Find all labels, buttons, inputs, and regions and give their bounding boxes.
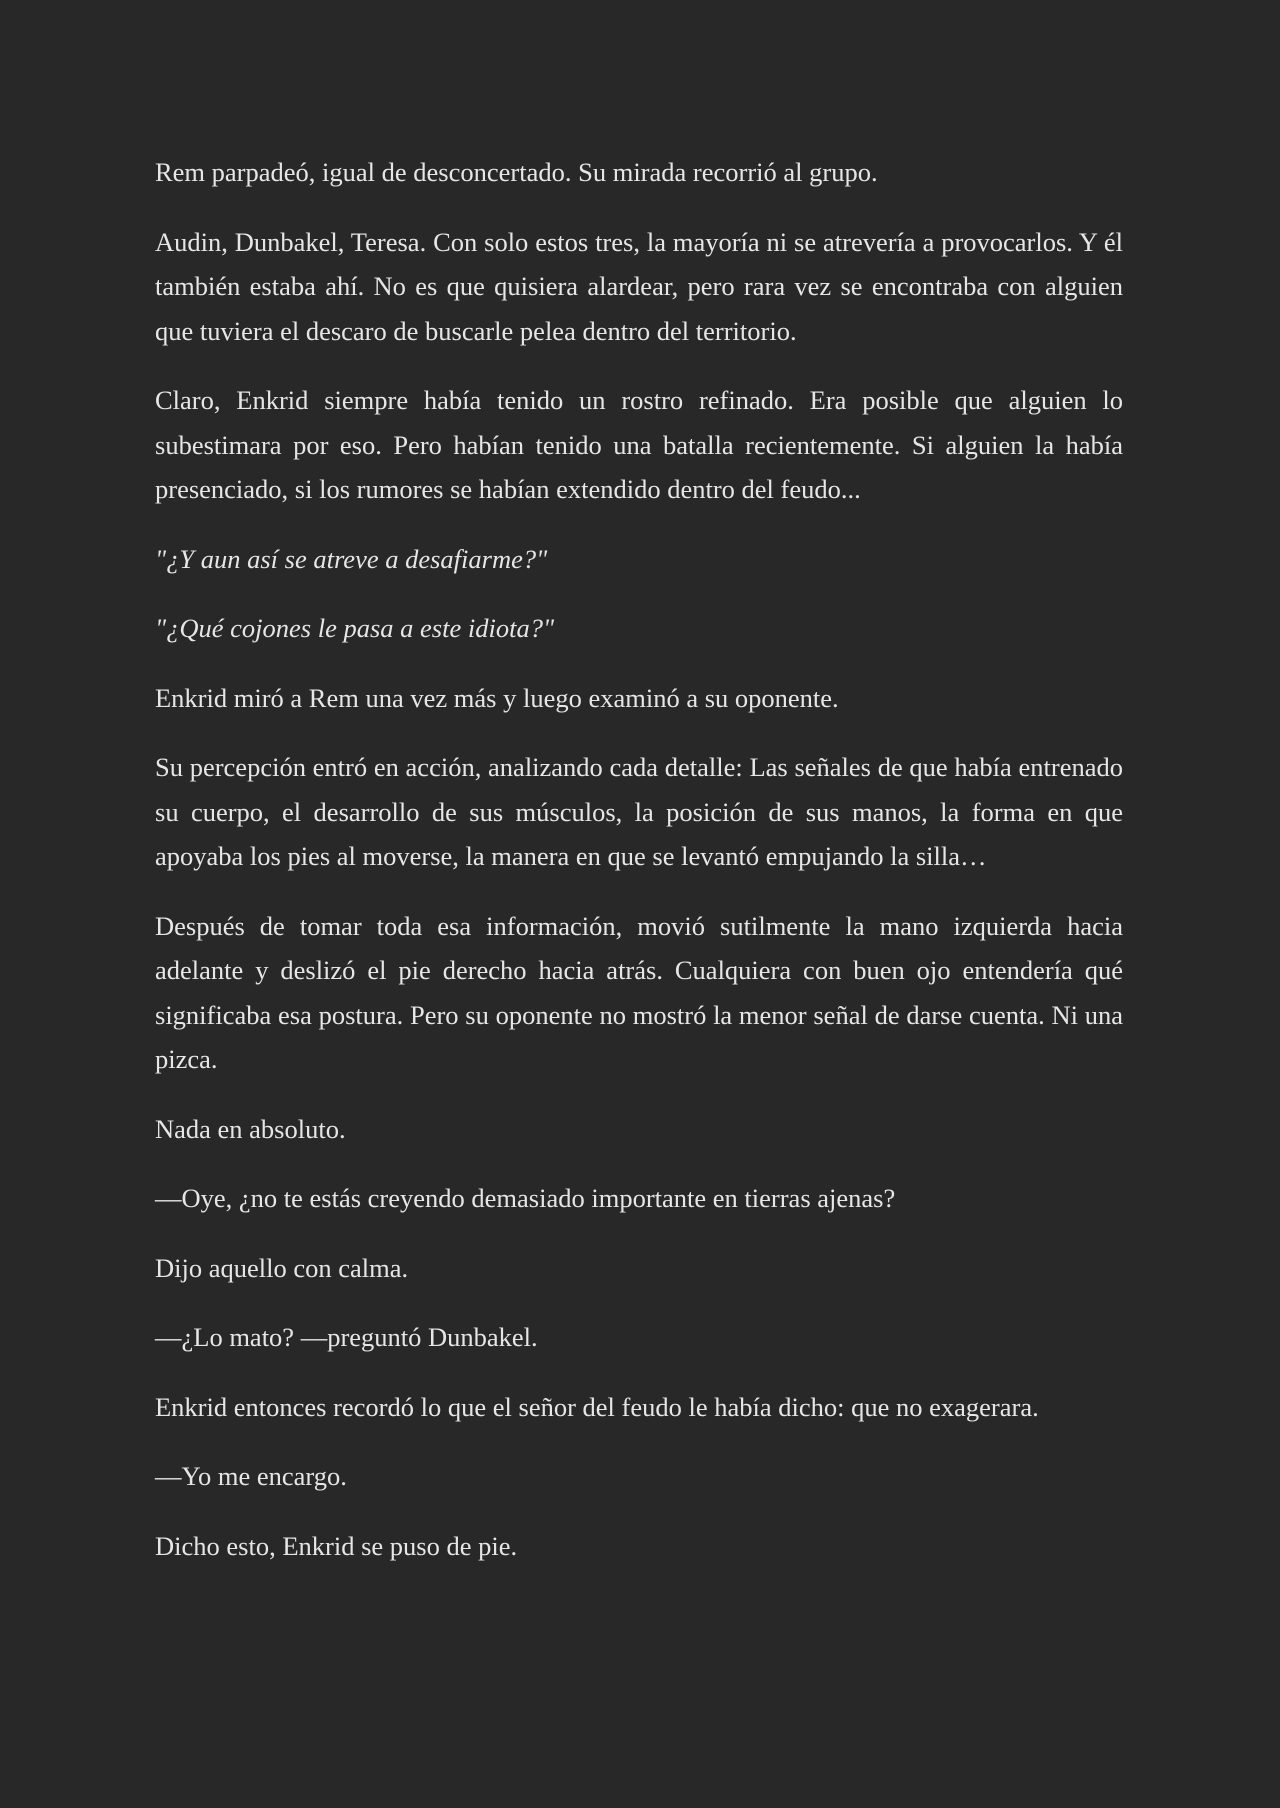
paragraph: Enkrid miró a Rem una vez más y luego examinó a su oponente. [155,682,839,713]
chapter-text [155,150,1123,1593]
dialogue-paragraph: —Yo me encargo. [155,1461,347,1491]
thought-paragraph: "¿Y aun así se atreve a desafiarme?" [155,543,548,574]
paragraph: Audin, Dunbakel, Teresa. Con solo estos tres, la mayoría ni se atrevería a provocarlos. Y él también estaba ahí. No es que quisiera alardear, pero rara vez se encontraba con alguien que tuviera el descaro de buscarle pelea dentro del territorio. [155,226,1123,346]
paragraph: Enkrid entonces recordó lo que el señor del feudo le había dicho: que no exagerara. [155,1391,1039,1422]
paragraph: Después de tomar toda esa información, movió sutilmente la mano izquierda hacia adelante y deslizó el pie derecho hacia atrás. Cualquiera con buen ojo entendería qué significaba esa postura. Pero su oponente no mostró la menor señal de darse cuenta. Ni una pizca. [155,910,1123,1074]
dialogue-paragraph: —¿Lo mato? —preguntó Dunbakel. [155,1322,538,1352]
paragraph: Claro, Enkrid siempre había tenido un rostro refinado. Era posible que alguien lo subestimara por eso. Pero habían tenido una batalla recientemente. Si alguien la había presenciado, si los rumores se habían extendido dentro del feudo... [155,385,1123,504]
paragraph: Dijo aquello con calma. [155,1252,409,1283]
dialogue-paragraph: —Oye, ¿no te estás creyendo demasiado importante en tierras ajenas? [155,1183,896,1213]
paragraph: Su percepción entró en acción, analizando cada detalle: Las señales de que había entrenado su cuerpo, el desarrollo de sus músculos, la posición de sus manos, la forma en que apoyaba los pies al moverse, la manera en que se levantó empujando la silla… [155,752,1123,871]
paragraph: Rem parpadeó, igual de desconcertado. Su mirada recorrió al grupo. [155,157,878,187]
paragraph: Dicho esto, Enkrid se puso de pie. [155,1530,518,1561]
paragraph: Nada en absoluto. [155,1113,346,1144]
thought-paragraph: "¿Qué cojones le pasa a este idiota?" [155,613,555,643]
